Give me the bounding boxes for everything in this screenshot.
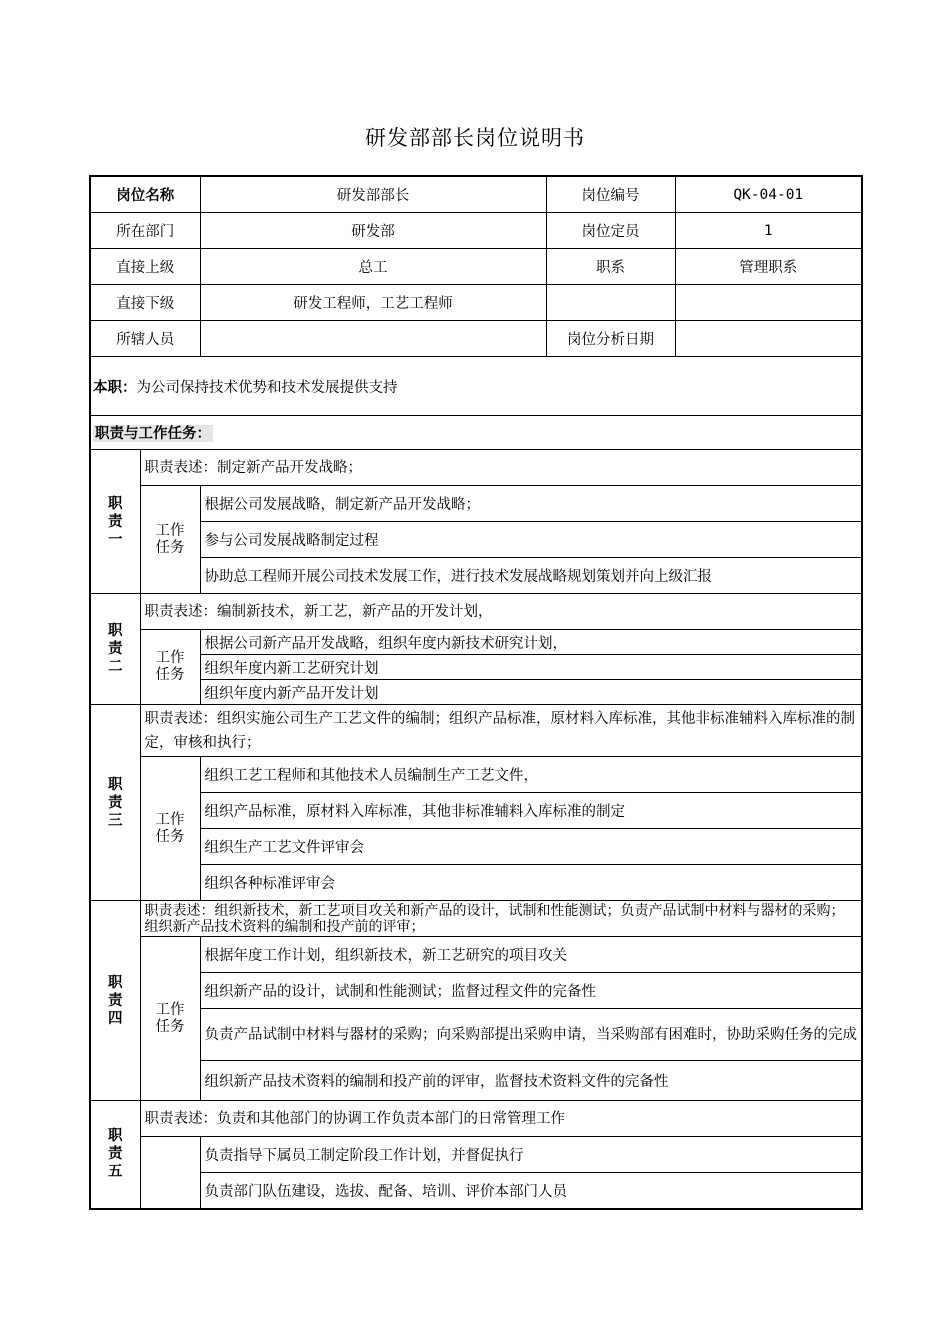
duty-4-task-label: 工作任务 <box>155 1001 185 1035</box>
value-department: 研发部 <box>200 213 546 249</box>
responsibilities-title: 职责与工作任务： <box>95 425 211 442</box>
value-position-code: QK-04-01 <box>675 176 862 213</box>
label-staff-under: 所辖人员 <box>90 321 200 357</box>
duty-1-task-1: 根据公司发展战略，制定新产品开发战略； <box>200 486 862 522</box>
label-headcount: 岗位定员 <box>546 213 675 249</box>
header-row-1 <box>90 176 862 213</box>
label-direct-superior: 直接上级 <box>90 249 200 285</box>
duty-2-task-row <box>90 680 862 705</box>
label-direct-subordinate: 直接下级 <box>90 285 200 321</box>
empty-cell <box>675 285 862 321</box>
duty-3-desc-row <box>90 705 862 757</box>
main-duty-label: 本职： <box>93 378 137 396</box>
label-analysis-date: 岗位分析日期 <box>546 321 675 357</box>
duty-5-task-1: 负责指导下属员工制定阶段工作计划，并督促执行 <box>200 1137 862 1173</box>
value-direct-superior: 总工 <box>200 249 546 285</box>
duty-5-label: 职责五 <box>108 1127 123 1181</box>
responsibilities-title-row <box>90 416 862 450</box>
header-row-4 <box>90 285 862 321</box>
page-title: 研发部部长岗位说明书 <box>365 126 585 150</box>
duty-2-task-label: 工作任务 <box>155 650 185 683</box>
duty-2-task-row <box>90 630 862 655</box>
job-description-table <box>89 175 863 1210</box>
duty-4-desc: 职责表述：组织新技术，新工艺项目攻关和新产品的设计，试制和性能测试；负责产品试制中材料与器材的采购；组织新产品技术资料的编制和投产前的评审； <box>140 901 862 937</box>
duty-4-task-1: 根据年度工作计划，组织新技术，新工艺研究的项目攻关 <box>200 937 862 973</box>
value-headcount: 1 <box>675 213 862 249</box>
value-analysis-date <box>675 321 862 357</box>
duty-2-task-row <box>90 655 862 680</box>
duty-3-task-label: 工作任务 <box>155 811 185 845</box>
main-duty-text: 为公司保持技术优势和技术发展提供支持 <box>136 379 398 396</box>
duty-5-task-label-empty <box>140 1137 200 1209</box>
duty-4-desc-row <box>90 901 862 937</box>
duty-2-label: 职责二 <box>108 622 123 675</box>
duty-4-task-row <box>90 1009 862 1061</box>
empty-cell <box>546 285 675 321</box>
duty-1-task-row <box>90 522 862 558</box>
duty-5-desc: 职责表述：负责和其他部门的协调工作负责本部门的日常管理工作 <box>140 1101 862 1137</box>
duty-3-task-1: 组织工艺工程师和其他技术人员编制生产工艺文件， <box>200 757 862 793</box>
duty-4-task-3: 负责产品试制中材料与器材的采购；向采购部提出采购申请，当采购部有困难时，协助采购任务的完成 <box>200 1009 862 1061</box>
duty-3-task-3: 组织生产工艺文件评审会 <box>200 829 862 865</box>
duty-3-task-row <box>90 865 862 901</box>
duty-3-label: 职责三 <box>108 775 123 829</box>
duty-1-desc: 职责表述：制定新产品开发战略； <box>140 450 862 486</box>
duty-3-task-row <box>90 829 862 865</box>
duty-1-desc-row <box>90 450 862 486</box>
value-direct-subordinate: 研发工程师，工艺工程师 <box>200 285 546 321</box>
duty-2-desc-row <box>90 594 862 630</box>
duty-3-task-row <box>90 757 862 793</box>
duty-5-task-row <box>90 1173 862 1209</box>
duty-1-task-row <box>90 558 862 594</box>
label-job-family: 职系 <box>546 249 675 285</box>
value-job-family: 管理职系 <box>675 249 862 285</box>
duty-4-task-row <box>90 973 862 1009</box>
value-position-name: 研发部部长 <box>200 176 546 213</box>
duty-4-task-2: 组织新产品的设计，试制和性能测试；监督过程文件的完备性 <box>200 973 862 1009</box>
header-row-5 <box>90 321 862 357</box>
label-position-code: 岗位编号 <box>546 176 675 213</box>
duty-1-task-3: 协助总工程师开展公司技术发展工作，进行技术发展战略规划策划并向上级汇报 <box>200 558 862 594</box>
duty-5-task-2: 负责部门队伍建设，选拔、配备、培训、评价本部门人员 <box>200 1173 862 1209</box>
duty-2-task-1: 根据公司新产品开发战略，组织年度内新技术研究计划， <box>200 630 862 655</box>
duty-2-task-2: 组织年度内新工艺研究计划 <box>200 655 862 680</box>
duty-4-label: 职责四 <box>108 973 123 1027</box>
duty-1-task-row <box>90 486 862 522</box>
duty-2-desc: 职责表述：编制新技术，新工艺，新产品的开发计划， <box>140 594 862 630</box>
duty-5-desc-row <box>90 1101 862 1137</box>
duty-5-task-row <box>90 1137 862 1173</box>
duty-4-task-4: 组织新产品技术资料的编制和投产前的评审，监督技术资料文件的完备性 <box>200 1061 862 1101</box>
label-department: 所在部门 <box>90 213 200 249</box>
label-position-name: 岗位名称 <box>90 176 200 213</box>
duty-1-task-label: 工作任务 <box>155 522 185 556</box>
duty-3-desc: 职责表述：组织实施公司生产工艺文件的编制；组织产品标准，原材料入库标准，其他非标准辅料入库标准的制定，审核和执行； <box>140 705 862 757</box>
duty-1-task-2: 参与公司发展战略制定过程 <box>200 522 862 558</box>
main-duty-row <box>90 357 862 416</box>
duty-4-task-row <box>90 1061 862 1101</box>
duty-4-task-row <box>90 937 862 973</box>
duty-2-task-3: 组织年度内新产品开发计划 <box>200 680 862 705</box>
duty-3-task-2: 组织产品标准，原材料入库标准，其他非标准辅料入库标准的制定 <box>200 793 862 829</box>
duty-3-task-row <box>90 793 862 829</box>
duty-3-task-4: 组织各种标准评审会 <box>200 865 862 901</box>
value-staff-under <box>200 321 546 357</box>
header-row-2 <box>90 213 862 249</box>
header-row-3 <box>90 249 862 285</box>
duty-1-label: 职责一 <box>108 494 123 548</box>
